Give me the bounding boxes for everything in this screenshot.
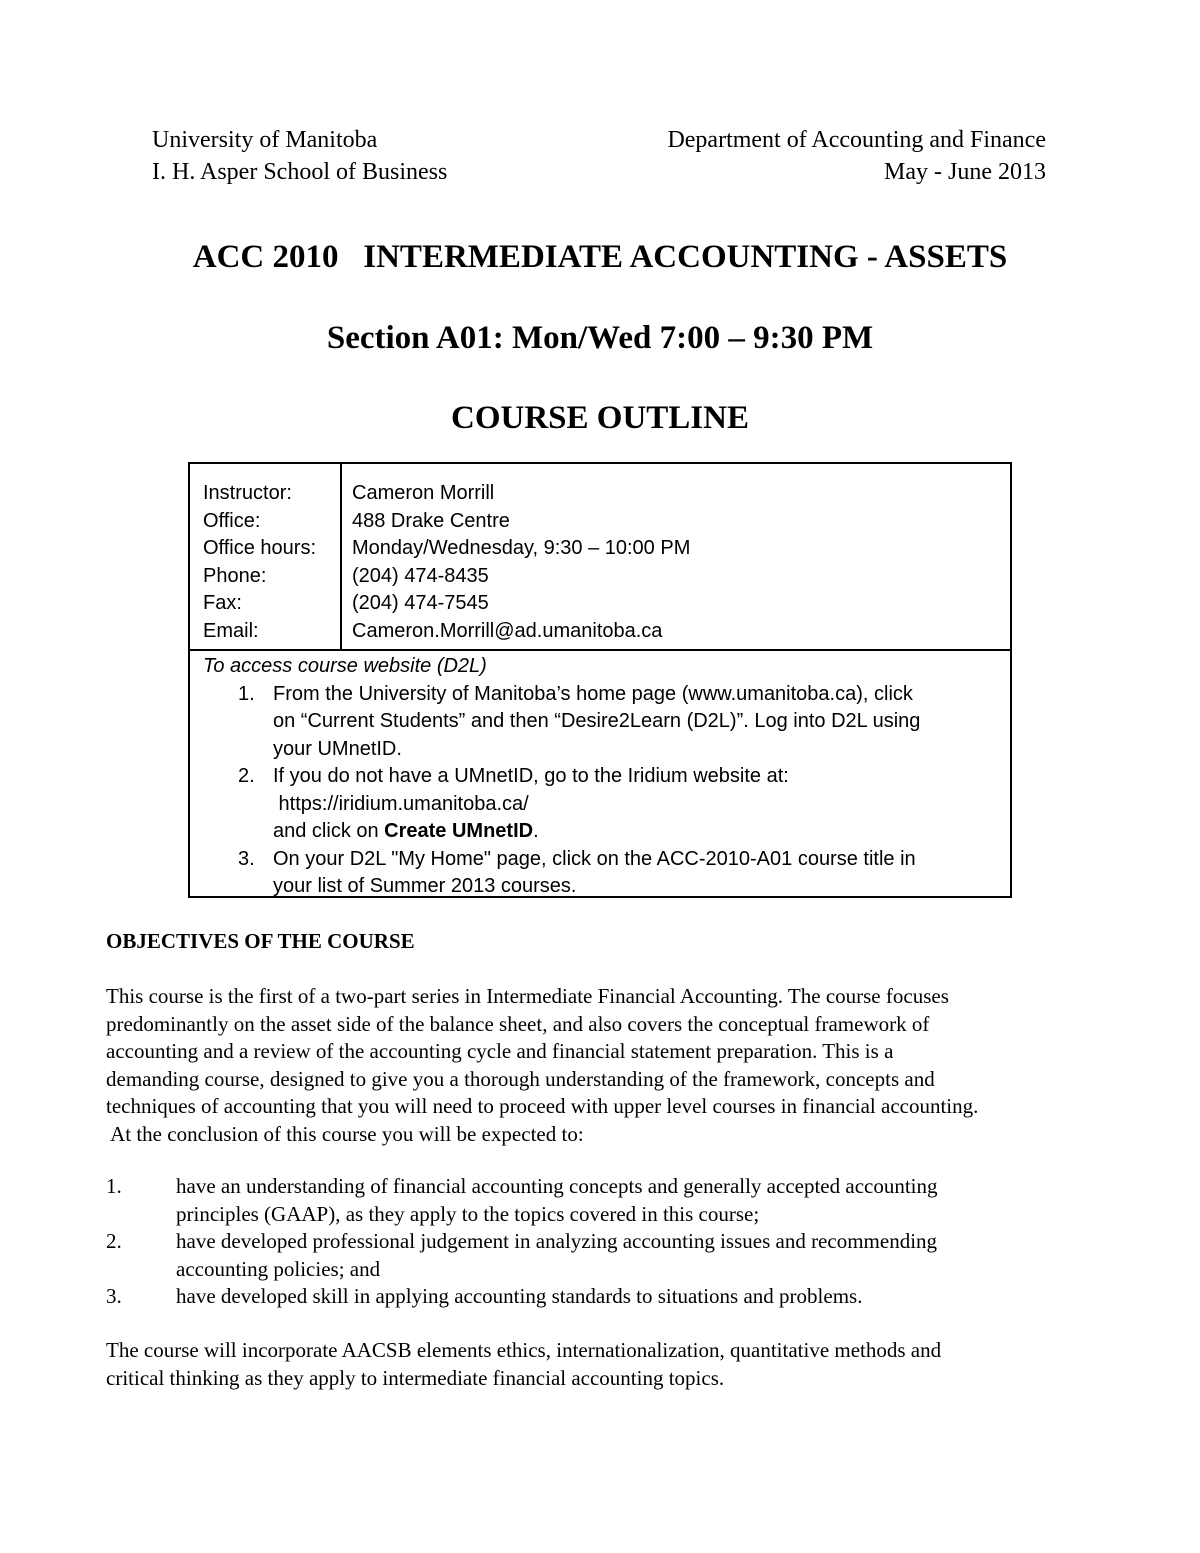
item-number: 3. — [106, 1284, 122, 1309]
section-title: Section A01: Mon/Wed 7:00 – 9:30 PM — [326, 320, 874, 356]
paragraph-line: accounting and a review of the accounting cycle and financial statement preparation. This is a — [106, 1039, 894, 1064]
school-name: I. H. Asper School of Business — [152, 159, 448, 185]
step-text-suffix: . — [533, 820, 539, 842]
list-item — [106, 1173, 938, 1228]
course-title: ACC 2010 INTERMEDIATE ACCOUNTING - ASSETS — [192, 239, 1008, 275]
paragraph-line: critical thinking as they apply to intermediate financial accounting topics. — [106, 1365, 725, 1390]
iridium-link[interactable]: https://iridium.umanitoba.ca/ — [273, 792, 529, 815]
header-left — [152, 124, 447, 188]
step-text: your UMnetID. — [273, 737, 402, 760]
instructor-value: Cameron Morrill — [352, 482, 495, 504]
objectives-list — [106, 1173, 938, 1311]
item-number: 2. — [106, 1229, 122, 1254]
access-step — [203, 763, 1003, 846]
term-dates: May - June 2013 — [884, 159, 1046, 185]
item-text: principles (GAAP), as they apply to the topics covered in this course; — [176, 1201, 760, 1226]
access-steps — [203, 681, 1003, 901]
objectives-intro — [106, 983, 978, 1149]
fax-value: (204) 474-7545 — [352, 592, 489, 614]
step-number: 2. — [238, 765, 255, 787]
item-text: accounting policies; and — [176, 1256, 381, 1281]
item-text: have developed skill in applying accounting standards to situations and problems. — [176, 1284, 863, 1309]
step-number: 3. — [238, 847, 255, 870]
instructor-label: Instructor: — [203, 482, 292, 504]
objectives-heading: OBJECTIVES OF THE COURSE — [106, 929, 415, 953]
header-right — [667, 124, 1046, 188]
website-access-instructions — [203, 653, 1003, 901]
university-name: University of Manitoba — [152, 127, 378, 153]
phone-label: Phone: — [203, 564, 267, 587]
phone-value: (204) 474-8435 — [352, 564, 489, 587]
paragraph-line: demanding course, designed to give you a thorough understanding of the framework, concepts and — [106, 1066, 935, 1091]
paragraph-line: At the conclusion of this course you will be expected to: — [106, 1121, 584, 1146]
step-text — [273, 818, 1003, 846]
step-text: On your D2L "My Home" page, click on the ACC-2010-A01 course title in — [273, 847, 916, 870]
office-hours-label: Office hours: — [203, 537, 317, 559]
paragraph-line: predominantly on the asset side of the balance sheet, and also covers the conceptual framework of — [106, 1011, 930, 1036]
department-name: Department of Accounting and Finance — [667, 127, 1046, 153]
paragraph-line: The course will incorporate AACSB elements ethics, internationalization, quantitative methods and — [106, 1338, 942, 1362]
step-text: your list of Summer 2013 courses. — [273, 875, 577, 897]
office-hours-value: Monday/Wednesday, 9:30 – 10:00 PM — [352, 537, 691, 559]
step-number: 1. — [238, 682, 255, 705]
step-text: If you do not have a UMnetID, go to the Iridium website at: — [273, 765, 789, 787]
step-text: on “Current Students” and then “Desire2Learn (D2L)”. Log into D2L using — [273, 710, 921, 732]
paragraph-line: This course is the first of a two-part series in Intermediate Financial Accounting. The course focuses — [106, 984, 949, 1008]
contact-values — [352, 480, 690, 645]
item-text: have an understanding of financial accounting concepts and generally accepted accounting — [176, 1174, 938, 1198]
step-text-prefix: and click on — [273, 820, 385, 842]
list-item — [106, 1283, 938, 1311]
office-label: Office: — [203, 509, 261, 532]
aacsb-paragraph — [106, 1337, 941, 1392]
access-step — [203, 681, 1003, 764]
paragraph-line: techniques of accounting that you will need to proceed with upper level courses in financial accounting. — [106, 1094, 979, 1119]
office-value: 488 Drake Centre — [352, 509, 510, 532]
contact-labels — [203, 480, 316, 645]
step-text: From the University of Manitoba’s home page (www.umanitoba.ca), click — [273, 682, 913, 705]
access-step — [203, 846, 1003, 901]
email-value: Cameron.Morrill@ad.umanitoba.ca — [352, 619, 663, 642]
contact-table — [190, 464, 1010, 651]
fax-label: Fax: — [203, 592, 242, 614]
create-umnetid-text: Create UMnetID — [384, 820, 534, 842]
table-divider — [340, 464, 342, 649]
list-item — [106, 1228, 938, 1283]
access-title: To access course website (D2L) — [203, 655, 487, 677]
contact-info-box — [188, 462, 1012, 898]
item-number: 1. — [106, 1174, 122, 1198]
item-text: have developed professional judgement in analyzing accounting issues and recommending — [176, 1229, 938, 1254]
email-label: Email: — [203, 619, 259, 642]
outline-title: COURSE OUTLINE — [451, 400, 749, 436]
